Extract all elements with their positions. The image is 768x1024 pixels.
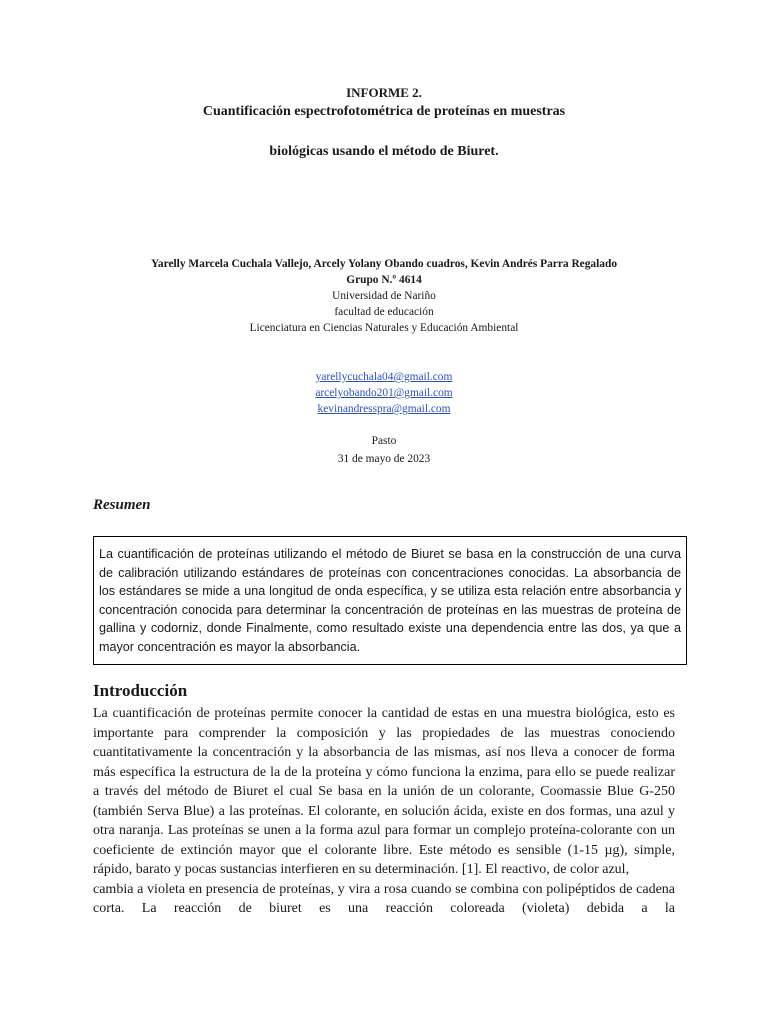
title-line-1: Cuantificación espectrofotométrica de proteínas en muestras xyxy=(202,104,566,119)
abstract-box xyxy=(93,536,687,665)
email-2 xyxy=(0,387,768,399)
email-1 xyxy=(0,371,768,383)
abstract-heading: Resumen xyxy=(93,497,151,513)
author-list: Yarelly Marcela Cuchala Vallejo, Arcely Yolany Obando cuadros, Kevin Andrés Parra Regalado xyxy=(150,258,618,270)
program-name: Licenciatura en Ciencias Naturales y Educación Ambiental xyxy=(249,322,519,334)
university-name: Universidad de Nariño xyxy=(332,290,436,302)
introduction-heading: Introducción xyxy=(93,681,188,700)
group-number: Grupo N.º 4614 xyxy=(346,274,422,286)
email-link[interactable]: kevinandresspra@gmail.com xyxy=(317,403,451,415)
city: Pasto xyxy=(371,435,397,447)
introduction-paragraph-2: cambia a violeta en presencia de proteínas, y vira a rosa cuando se combina con polipéptidos de cadena corta. La reacción de biuret es una reacción coloreada (violeta) debida a la xyxy=(93,881,675,916)
date: 31 de mayo de 2023 xyxy=(337,453,431,465)
title-line-2: biológicas usando el método de Biuret. xyxy=(269,144,499,159)
email-link[interactable]: arcelyobando201@gmail.com xyxy=(315,387,453,399)
faculty-name: facultad de educación xyxy=(334,306,434,318)
report-label: INFORME 2. xyxy=(346,85,422,100)
introduction-body xyxy=(93,704,675,919)
email-link[interactable]: yarellycuchala04@gmail.com xyxy=(315,371,453,383)
email-3 xyxy=(0,403,768,415)
abstract-text: La cuantificación de proteínas utilizando el método de Biuret se basa en la construcción de una curva de calibración utilizando estándares de proteínas con concentraciones conocidas. La absorbancia de los estándares se mide a una longitud de onda específica, y se utiliza esta relación entre absorbancia y concentración conocida para determinar la concentración de proteínas en las muestras de proteína de gallina y codorniz, donde Finalmente, como resultado existe una dependencia entre las dos, ya que a mayor concentración es mayor la absorbancia. xyxy=(99,547,681,654)
introduction-paragraph-1: La cuantificación de proteínas permite conocer la cantidad de estas en una muestra biológica, esto es importante para comprender la composición y las propiedades de las muestras conociendo cuantitativamente la concentración y la absorbancia de las mismas, así nos lleva a conocer de forma más específica la estructura de la de la proteína y cómo funciona la enzima, para ello se puede realizar a través del método de Biuret el cual Se basa en la unión de un colorante, Coomassie Blue G-250 (también Serva Blue) a las proteínas. El colorante, en solución ácida, existe en dos formas, una azul y otra naranja. Las proteínas se unen a la forma azul para formar un complejo proteína-colorante con un coeficiente de extinción mayor que el colorante libre. Este método es sensible (1-15 µg), simple, rápido, barato y pocas sustancias interfieren en su determinación. [1]. El reactivo, de color azul, xyxy=(93,706,675,877)
